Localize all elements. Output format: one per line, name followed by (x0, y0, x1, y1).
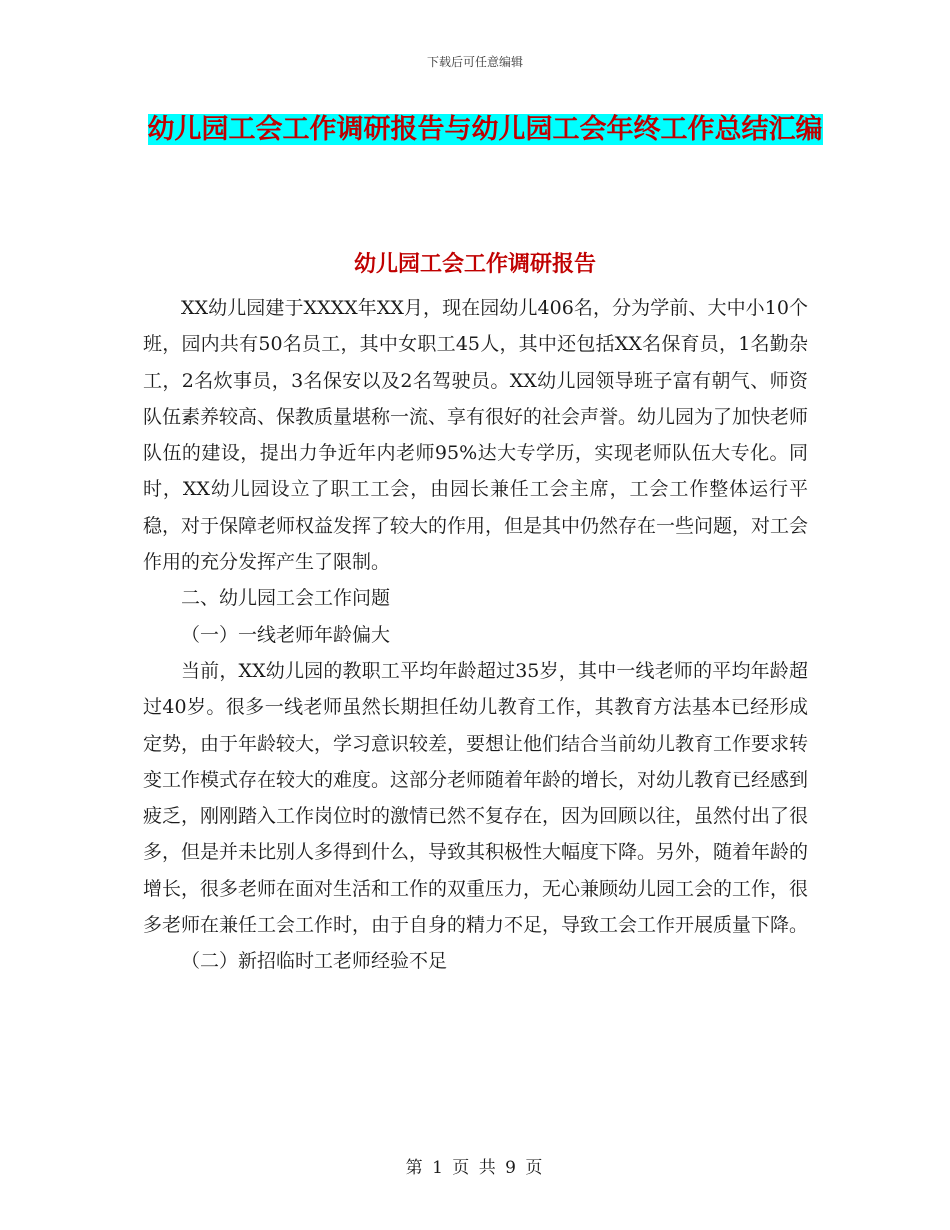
subheading-1: （一）一线老师年龄偏大 (181, 623, 391, 646)
heading-problems: 二、幼儿园工会工作问题 (181, 587, 391, 610)
paragraph-age: 当前，XX幼儿园的教职工平均年龄超过35岁，其中一线老师的平均年龄超过40岁。很多一线老师虽然长期担任幼儿教育工作，其教育方法基本已经形成定势，由于年龄较大，学习意识较差，要想让他们结合当前幼儿教育工作要求转变工作模式存在较大的难度。这部分老师随着年龄的增长，对幼儿教育已经感到疲乏，刚刚踏入工作岗位时的激情已然不复存在，因为回顾以往，虽然付出了很多，但是并未比别人多得到什么，导致其积极性大幅度下降。另外，随着年龄的增长，很多老师在面对生活和工作的双重压力，无心兼顾幼儿园工会的工作，很多老师在兼任工会工作时，由于自身的精力不足，导致工会工作开展质量下降。 (143, 659, 809, 937)
section-title: 幼儿园工会工作调研报告 (353, 252, 596, 277)
page-footer: 第 1 页 共 9 页 (405, 1158, 545, 1178)
document-body (143, 290, 808, 980)
header-note: 下载后可任意编辑 (426, 55, 523, 69)
subheading-2: （二）新招临时工老师经验不足 (181, 950, 448, 973)
document-title-text: 幼儿园工会工作调研报告与幼儿园工会年终工作总结汇编 (147, 114, 823, 145)
paragraph-intro: XX幼儿园建于XXXX年XX月，现在园幼儿406名，分为学前、大中小10个班，园内共有50名员工，其中女职工45人，其中还包括XX名保育员，1名勤杂工，2名炊事员，3名保安以及2名驾驶员。XX幼儿园领导班子富有朝气、师资队伍素养较高、保教质量堪称一流、享有很好的社会声誉。幼儿园为了加快老师队伍的建设，提出力争近年内老师95%达大专学历，实现老师队伍大专化。同时，XX幼儿园设立了职工工会，由园长兼任工会主席，工会工作整体运行平稳，对于保障老师权益发挥了较大的作用，但是其中仍然存在一些问题，对工会作用的充分发挥产生了限制。 (143, 297, 809, 574)
document-title (140, 108, 830, 152)
